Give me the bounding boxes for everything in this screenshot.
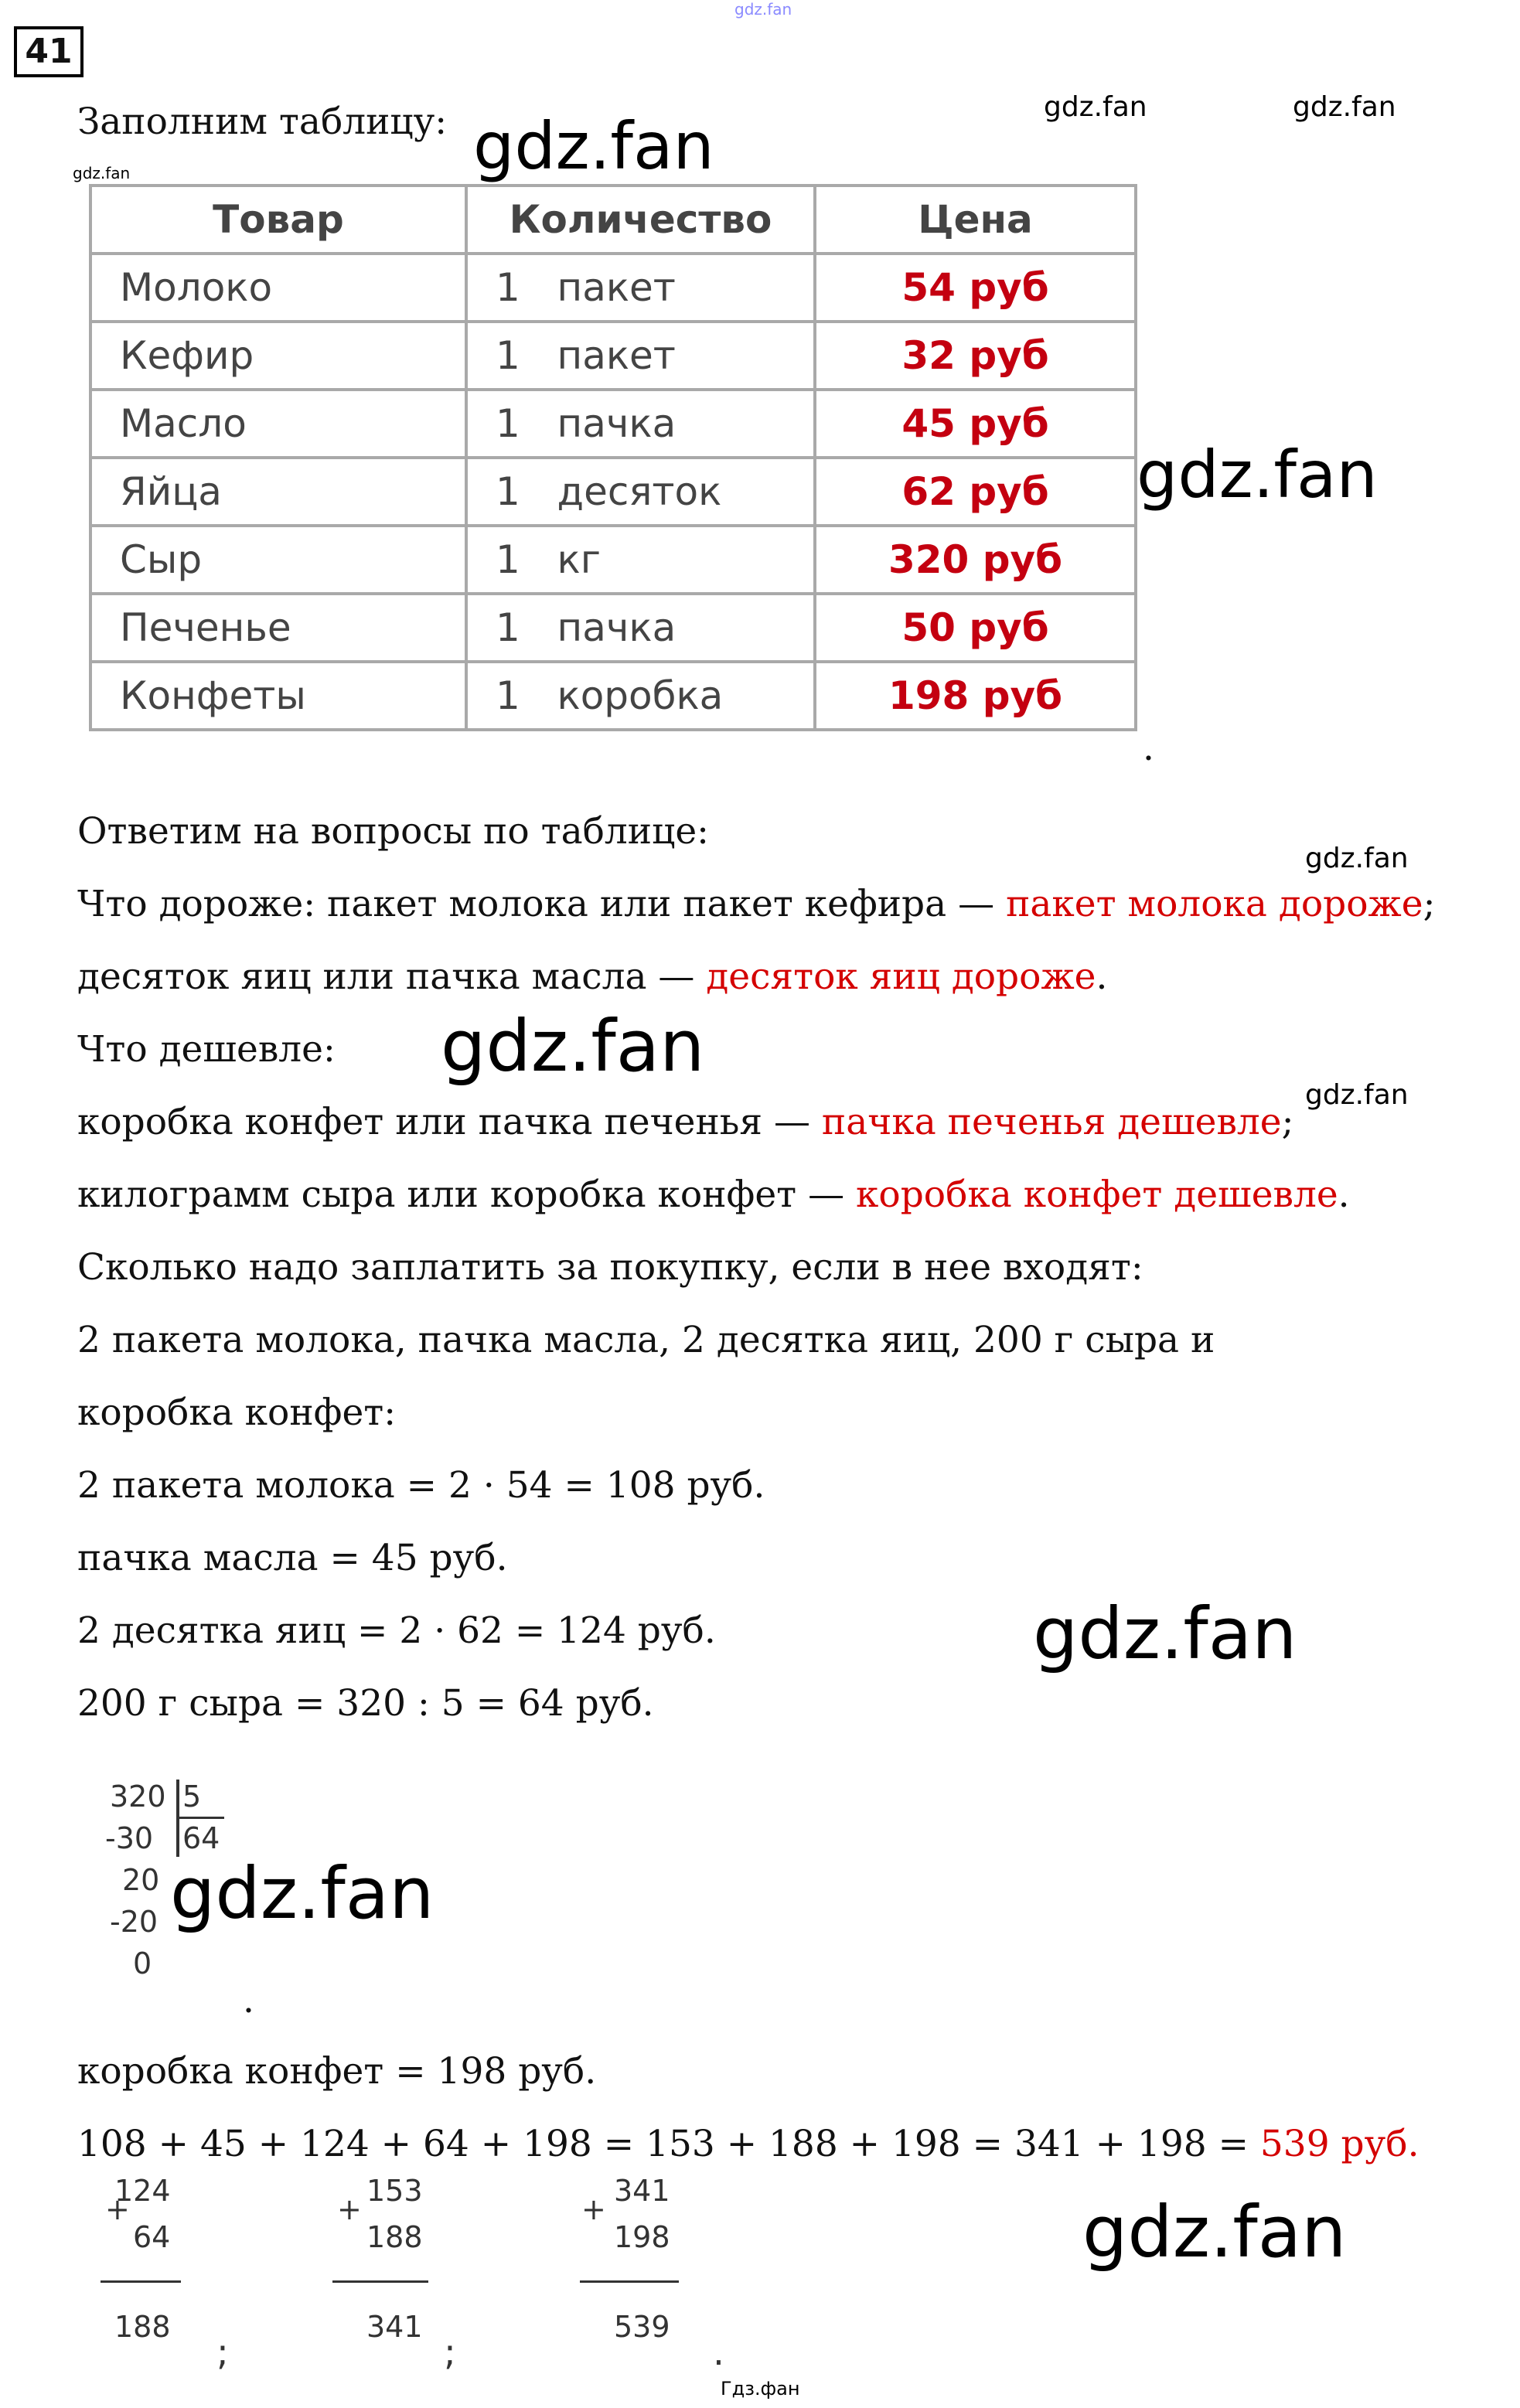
qty-number: 1 — [496, 605, 520, 650]
cell-quantity — [466, 322, 815, 390]
price-table — [89, 184, 1137, 731]
watermark-small: gdz.fan — [1305, 843, 1409, 874]
header-quantity: Количество — [466, 186, 815, 254]
answer-4: коробка конфет дешевле — [856, 1173, 1338, 1216]
sum: 539 — [614, 2310, 670, 2344]
divisor: 5 — [182, 1780, 202, 1814]
punctuation: . — [1338, 1173, 1350, 1216]
qty-number: 1 — [496, 401, 520, 446]
plus-sign: + — [337, 2192, 362, 2226]
question-3 — [77, 1099, 1293, 1146]
qty-unit: пакет — [557, 333, 676, 378]
question-4 — [77, 1172, 1350, 1218]
addend-b: 64 — [133, 2220, 171, 2254]
question-2 — [77, 954, 1107, 1000]
total-expression: 108 + 45 + 124 + 64 + 198 = 153 + 188 + 198 = 341 + 198 = — [77, 2123, 1260, 2165]
sum-line — [332, 2280, 428, 2283]
cell-quantity — [466, 662, 815, 730]
qty-number: 1 — [496, 673, 520, 718]
separator: ; — [216, 2331, 229, 2374]
qty-unit: пакет — [557, 265, 676, 310]
subtract-step: -30 — [105, 1821, 154, 1855]
division-end-dot: . — [243, 1979, 254, 2021]
cell-quantity — [466, 458, 815, 526]
cell-price: 62 руб — [815, 458, 1136, 526]
qty-number: 1 — [496, 537, 520, 582]
cheaper-title: Что дешевле: — [77, 1028, 336, 1071]
cell-item: Масло — [90, 390, 466, 458]
cell-quantity — [466, 254, 815, 322]
quotient: 64 — [182, 1821, 220, 1855]
cell-price: 320 руб — [815, 526, 1136, 594]
punctuation: . — [1096, 955, 1108, 998]
table-row — [90, 662, 1136, 730]
calc-eggs: 2 десятка яиц = 2 · 62 = 124 руб. — [77, 1609, 716, 1652]
watermark-big: gdz.fan — [1082, 2191, 1347, 2273]
addend-b: 188 — [366, 2220, 423, 2254]
addend-a: 124 — [114, 2174, 171, 2208]
plus-sign: + — [581, 2192, 606, 2226]
cell-item: Кефир — [90, 322, 466, 390]
qty-unit: пачка — [557, 605, 677, 650]
sum: 341 — [366, 2310, 423, 2344]
separator: ; — [444, 2331, 456, 2374]
intermediate-value: 20 — [122, 1863, 160, 1897]
sum: 188 — [114, 2310, 171, 2344]
problem-number: 41 — [14, 26, 83, 77]
cell-quantity — [466, 526, 815, 594]
answer-3: пачка печенья дешевле — [821, 1101, 1282, 1143]
remainder: 0 — [133, 1946, 152, 1981]
watermark-big: gdz.fan — [1033, 1592, 1297, 1675]
calc-candy: коробка конфет = 198 руб. — [77, 2050, 597, 2093]
column-addition — [332, 2174, 472, 2375]
plus-sign: + — [105, 2192, 130, 2226]
calc-butter: пачка масла = 45 руб. — [77, 1537, 508, 1579]
question-3-text: коробка конфет или пачка печенья — — [77, 1101, 822, 1143]
sum-line — [101, 2280, 181, 2283]
table-end-dot: . — [1143, 727, 1154, 769]
column-addition — [101, 2174, 240, 2375]
table-row — [90, 322, 1136, 390]
addend-b: 198 — [614, 2220, 670, 2254]
answer-2: десяток яиц дороже — [706, 955, 1096, 998]
question-2-text: десяток яиц или пачка масла — — [77, 955, 707, 998]
header-price: Цена — [815, 186, 1136, 254]
cell-price: 198 руб — [815, 662, 1136, 730]
intro-text: Заполним таблицу: — [77, 100, 448, 143]
watermark-small: gdz.fan — [1044, 91, 1147, 123]
answer-1: пакет молока дороже — [1006, 883, 1423, 925]
watermark-top: gdz.fan — [734, 0, 792, 19]
addend-a: 341 — [614, 2174, 670, 2208]
cell-price: 45 руб — [815, 390, 1136, 458]
purchase-line-2: коробка конфет: — [77, 1391, 397, 1434]
question-1 — [77, 881, 1435, 928]
table-row — [90, 594, 1136, 662]
watermark-big: gdz.fan — [441, 1005, 705, 1088]
cell-quantity — [466, 594, 815, 662]
cell-price: 50 руб — [815, 594, 1136, 662]
cell-price: 54 руб — [815, 254, 1136, 322]
cell-item: Молоко — [90, 254, 466, 322]
punctuation: ; — [1281, 1101, 1294, 1143]
qty-number: 1 — [496, 469, 520, 514]
watermark-small: gdz.fan — [1293, 91, 1396, 123]
question-1-text: Что дороже: пакет молока или пакет кефира — — [77, 883, 1007, 925]
qty-unit: десяток — [557, 469, 722, 514]
total-line — [77, 2121, 1419, 2168]
column-addition — [580, 2174, 734, 2375]
cell-item: Сыр — [90, 526, 466, 594]
subtract-step: -20 — [110, 1905, 158, 1939]
cell-item: Конфеты — [90, 662, 466, 730]
total-answer: 539 руб. — [1259, 2123, 1419, 2165]
watermark-big: gdz.fan — [170, 1852, 435, 1935]
sum-line — [580, 2280, 679, 2283]
pay-question: Сколько надо заплатить за покупку, если в нее входят: — [77, 1246, 1143, 1289]
questions-intro: Ответим на вопросы по таблице: — [77, 810, 709, 853]
cell-quantity — [466, 390, 815, 458]
table-row — [90, 254, 1136, 322]
calc-cheese: 200 г сыра = 320 : 5 = 64 руб. — [77, 1682, 654, 1725]
cell-item: Яйца — [90, 458, 466, 526]
table-row — [90, 390, 1136, 458]
table-row — [90, 526, 1136, 594]
watermark-big: gdz.fan — [473, 108, 714, 184]
qty-number: 1 — [496, 333, 520, 378]
table-header-row — [90, 186, 1136, 254]
question-4-text: килограмм сыра или коробка конфет — — [77, 1173, 857, 1216]
watermark-big: gdz.fan — [1137, 437, 1378, 513]
separator: . — [713, 2331, 724, 2374]
calc-milk: 2 пакета молока = 2 · 54 = 108 руб. — [77, 1464, 765, 1507]
qty-number: 1 — [496, 265, 520, 310]
cell-price: 32 руб — [815, 322, 1136, 390]
qty-unit: кг — [557, 537, 601, 582]
dividend: 320 — [110, 1780, 166, 1814]
footer-watermark: Гдз.фан — [721, 2378, 800, 2399]
watermark-small: gdz.fan — [73, 164, 131, 182]
addend-a: 153 — [366, 2174, 423, 2208]
qty-unit: пачка — [557, 401, 677, 446]
cell-item: Печенье — [90, 594, 466, 662]
table-row — [90, 458, 1136, 526]
watermark-small: gdz.fan — [1305, 1079, 1409, 1111]
qty-unit: коробка — [557, 673, 724, 718]
header-item: Товар — [90, 186, 466, 254]
purchase-line-1: 2 пакета молока, пачка масла, 2 десятка яиц, 200 г сыра и — [77, 1319, 1215, 1361]
division-underline — [176, 1817, 224, 1819]
punctuation: ; — [1423, 883, 1436, 925]
